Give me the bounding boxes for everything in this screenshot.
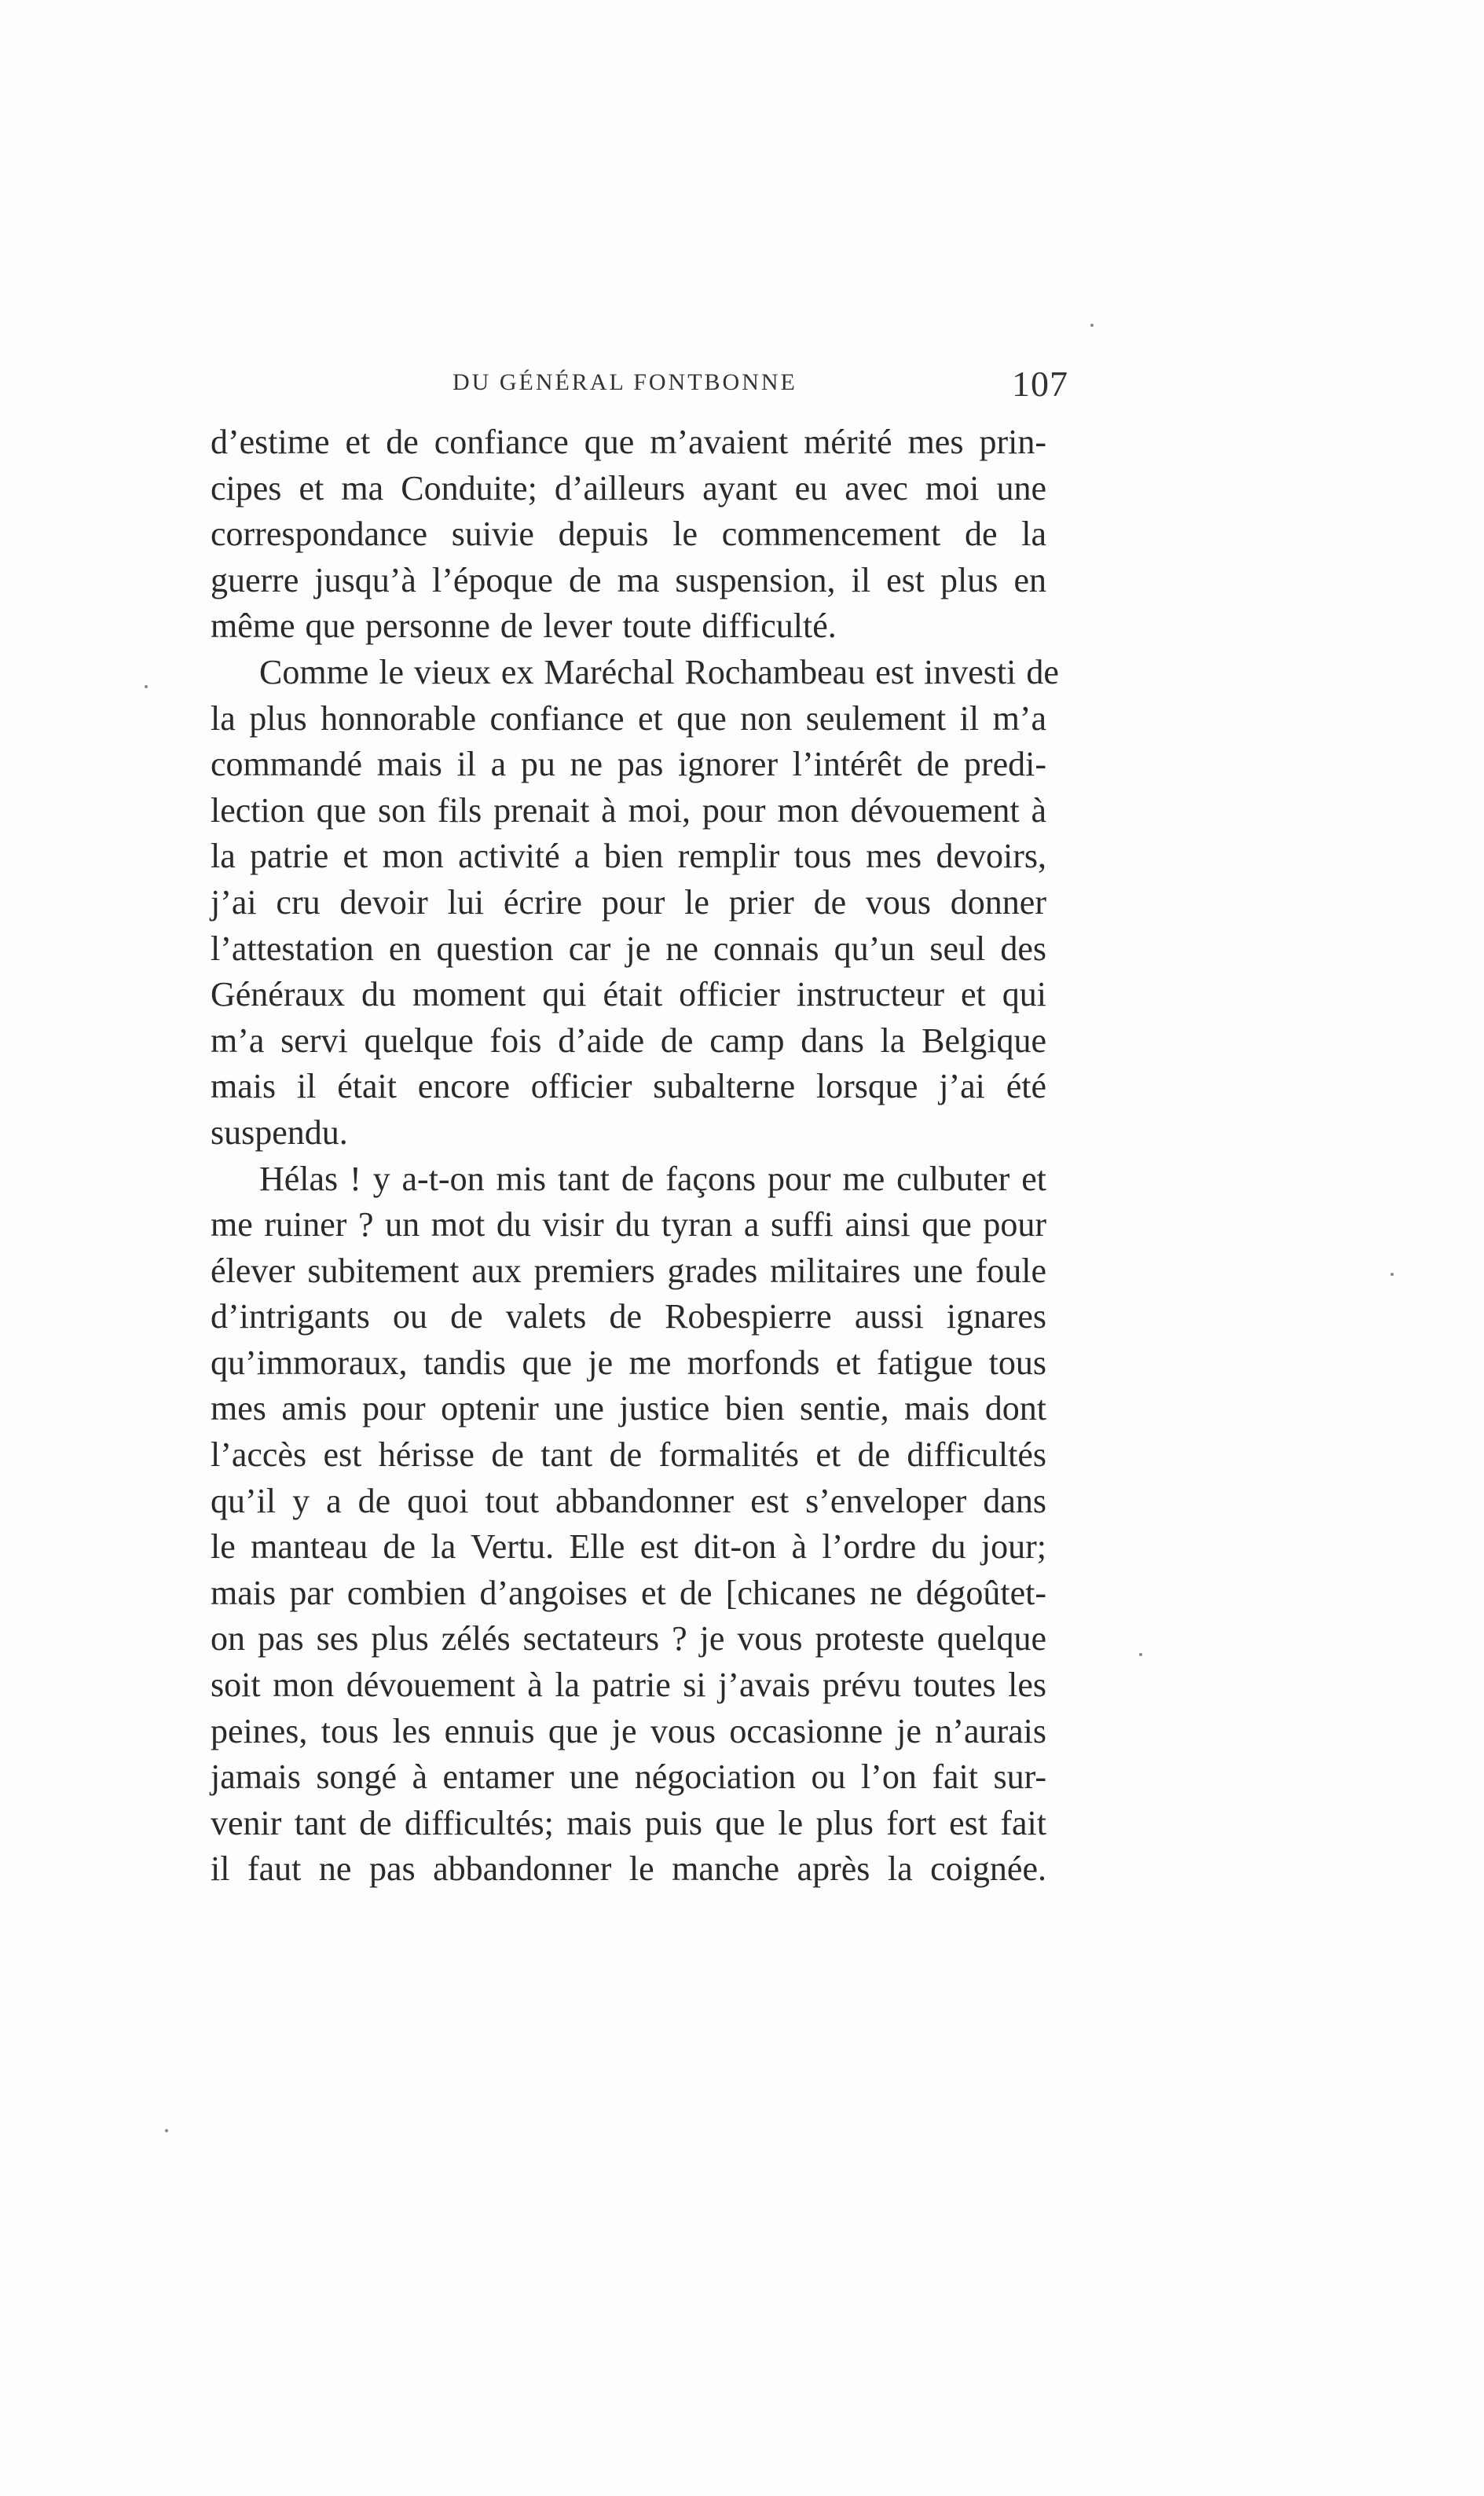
text-line: qu’immoraux, tandis que je me morfonds et fatigue tous [211,1343,1046,1382]
text-line: mais il était encore officier subalterne lorsque j’ai été [211,1067,1046,1106]
text-line: même que personne de lever toute difficulté. [211,607,837,646]
text-line: soit mon dévouement à la patrie si j’avais prévu toutes les [211,1666,1046,1705]
text-line: on pas ses plus zélés sectateurs ? je vous proteste quelque [211,1619,1046,1659]
text-line: il faut ne pas abbandonner le manche après la coignée. [211,1849,1046,1889]
text-line: lection que son fils prenait à moi, pour mon dévouement à [211,790,1046,830]
text-line: Comme le vieux ex Maréchal Rochambeau est investi de [259,652,1059,691]
paper-speck [1139,1653,1142,1656]
text-line: la patrie et mon activité a bien remplir tous mes devoirs, [211,837,1046,876]
text-line: l’accès est hérisse de tant de formalités et de difficultés [211,1435,1046,1475]
paper-speck [1090,324,1094,327]
paper-speck [145,685,148,688]
page-number: 107 [1012,364,1068,404]
text-line: commandé mais il a pu ne pas ignorer l’intérêt de predi- [211,745,1046,784]
text-line: le manteau de la Vertu. Elle est dit-on à l’ordre du jour; [211,1527,1046,1567]
text-line: jamais songé à entamer une négociation ou l’on fait sur- [211,1757,1046,1797]
text-line: d’intrigants ou de valets de Robespierre aussi ignares [211,1297,1046,1336]
text-line: mais par combien d’angoises et de [chicanes ne dégoûtet- [211,1573,1046,1612]
text-line: guerre jusqu’à l’époque de ma suspension, il est plus en [211,560,1046,599]
body-text [211,420,1059,1893]
text-line: d’estime et de confiance que m’avaient mérité mes prin- [211,423,1046,461]
text-line: la plus honnorable confiance et que non seulement il m’a [211,698,1046,738]
text-line: qu’il y a de quoi tout abbandonner est s’enveloper dans [211,1481,1046,1520]
text-line: me ruiner ? un mot du visir du tyran a suffi ainsi que pour [211,1205,1046,1244]
text-line: Généraux du moment qui était officier instructeur et qui [211,975,1046,1014]
text-line: j’ai cru devoir lui écrire pour le prier de vous donner [211,882,1046,922]
text-line: correspondance suivie depuis le commencement de la [211,515,1046,554]
paper-speck [165,2129,168,2132]
text-line: Hélas ! y a-t-on mis tant de façons pour me culbuter et [259,1159,1046,1198]
text-line: venir tant de difficultés; mais puis que le plus fort est fait [211,1803,1046,1842]
text-line: m’a servi quelque fois d’aide de camp dans la Belgique [211,1021,1046,1060]
text-line: élever subitement aux premiers grades militaires une foule [211,1251,1046,1290]
paper-speck [1391,1273,1394,1276]
text-line: mes amis pour optenir une justice bien sentie, mais dont [211,1389,1046,1428]
running-title: DU GÉNÉRAL FONTBONNE [453,369,797,395]
text-line: cipes et ma Conduite; d’ailleurs ayant eu avec moi une [211,468,1046,508]
text-line: suspendu. [211,1112,348,1152]
text-line: l’attestation en question car je ne connais qu’un seul des [211,929,1046,968]
running-header [211,363,1068,410]
text-line: peines, tous les ennuis que je vous occasionne je n’aurais [211,1711,1046,1750]
